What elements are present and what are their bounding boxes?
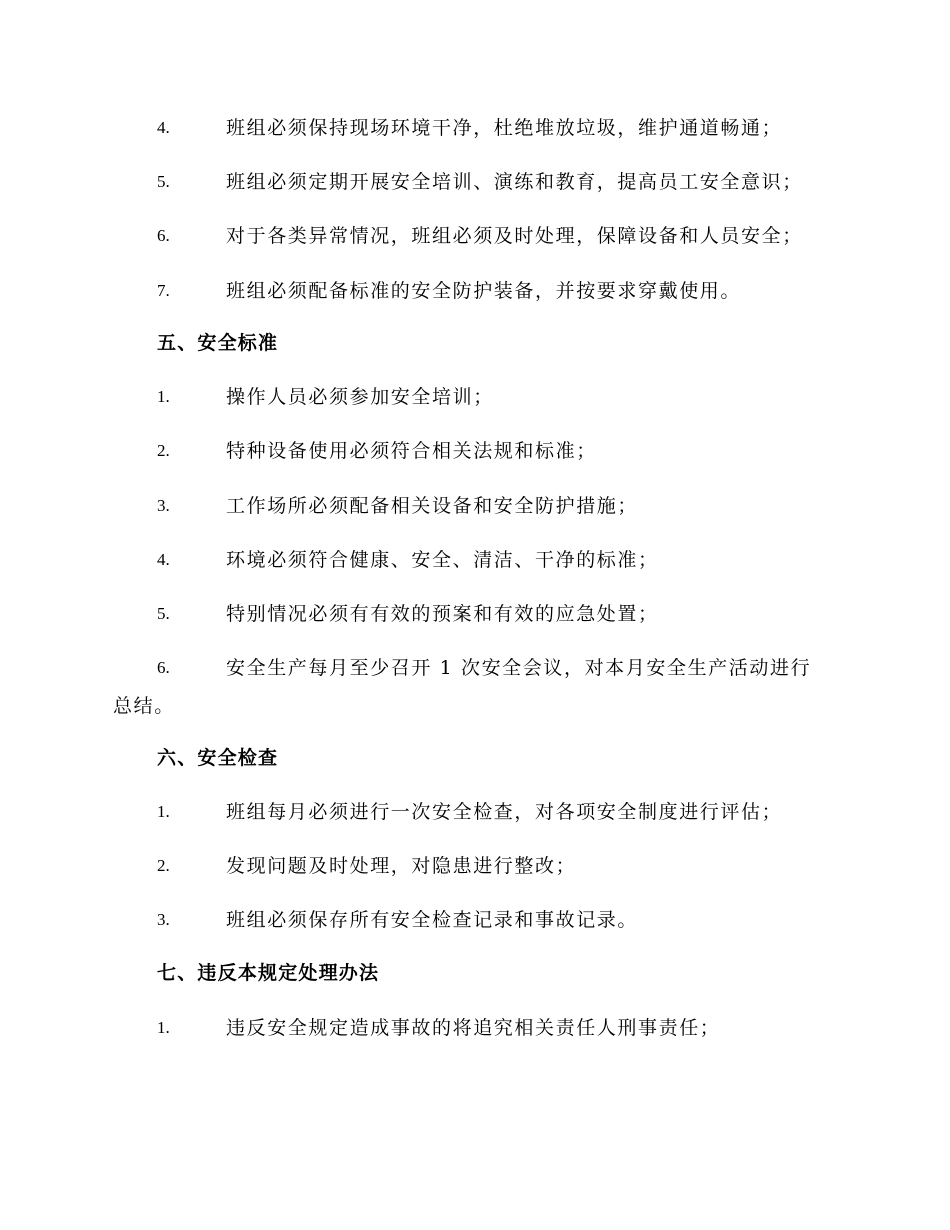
list-item-number: 1. (157, 802, 170, 821)
section-heading: 五、安全标准 (157, 332, 279, 354)
list-item-text: 班组必须定期开展安全培训、演练和教育，提高员工安全意识； (226, 171, 803, 193)
list-item-text: 操作人员必须参加安全培训； (226, 386, 494, 408)
list-item-number: 5. (157, 172, 170, 191)
list-item-text: 班组必须保存所有安全检查记录和事故记录。 (226, 909, 639, 931)
list-item-number: 2. (157, 441, 170, 460)
list-item-number: 1. (157, 387, 170, 406)
list-item-text: 环境必须符合健康、安全、清洁、干净的标准； (226, 549, 659, 571)
list-item-number: 6. (157, 658, 170, 677)
list-item-number: 3. (157, 910, 170, 929)
list-item-text: 特别情况必须有有效的预案和有效的应急处置； (226, 603, 659, 625)
list-item-text: 班组每月必须进行一次安全检查，对各项安全制度进行评估； (226, 801, 783, 823)
list-item-text: 对于各类异常情况，班组必须及时处理，保障设备和人员安全； (226, 225, 803, 247)
section-heading: 七、违反本规定处理办法 (157, 962, 380, 984)
list-item-number: 3. (157, 496, 170, 515)
list-item-number: 7. (157, 281, 170, 300)
list-item-number: 1. (157, 1018, 170, 1037)
list-item-number: 6. (157, 226, 170, 245)
list-item-text: 特种设备使用必须符合相关法规和标准； (226, 440, 597, 462)
list-item-text: 班组必须保持现场环境干净，杜绝堆放垃圾，维护通道畅通； (226, 117, 783, 139)
list-item-text-continuation: 总结。 (113, 695, 175, 717)
list-item-number: 2. (157, 856, 170, 875)
list-item-text: 发现问题及时处理，对隐患进行整改； (226, 855, 577, 877)
list-item-text: 安全生产每月至少召开 1 次安全会议，对本月安全生产活动进行 (226, 657, 812, 679)
list-item-number: 5. (157, 604, 170, 623)
list-item-number: 4. (157, 550, 170, 569)
list-item-number: 4. (157, 118, 170, 137)
section-heading: 六、安全检查 (157, 747, 279, 769)
list-item-text: 违反安全规定造成事故的将追究相关责任人刑事责任； (226, 1017, 721, 1039)
list-item-text: 班组必须配备标准的安全防护装备，并按要求穿戴使用。 (226, 280, 742, 302)
list-item-text: 工作场所必须配备相关设备和安全防护措施； (226, 495, 639, 517)
